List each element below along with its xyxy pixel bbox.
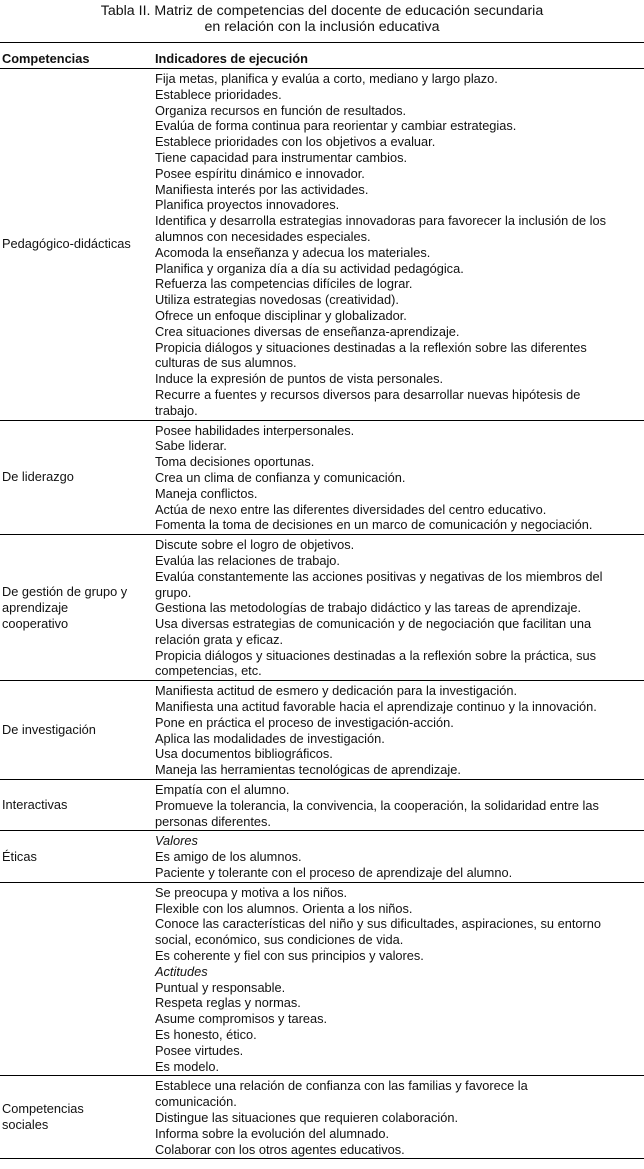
indicator-item: Refuerza las competencias difíciles de lograr. (155, 276, 413, 292)
indicator-item: Colaborar con los otros agentes educativos. (155, 1141, 405, 1157)
competencia-cell (0, 69, 155, 421)
competencia-cell (0, 831, 155, 882)
indicator-item: Posee espíritu dinámico e innovador. (155, 165, 365, 181)
indicator-item: Induce la expresión de puntos de vista personales. (155, 371, 444, 387)
table-row (0, 420, 644, 535)
indicator-item: Informa sobre la evolución del alumnado. (155, 1125, 390, 1141)
table-row (0, 780, 644, 831)
indicator-item: Propicia diálogos y situaciones destinadas a la reflexión sobre la práctica, sus competencias, etc. (155, 647, 597, 679)
header-indicadores: Indicadores de ejecución (155, 43, 644, 69)
competencia-cell (0, 681, 155, 780)
indicator-item: Organiza recursos en función de resultados. (155, 102, 407, 118)
indicator-item: Establece una relación de confianza con las familias y favorece la comunicación. (155, 1078, 528, 1110)
competencia-cell (0, 1076, 155, 1159)
indicadores-cell (155, 420, 644, 535)
indicator-item: Actúa de nexo entre las diferentes diversidades del centro educativo. (155, 501, 547, 517)
indicator-item: Usa diversas estrategias de comunicación y de negociación que facilitan una relación grata y eficaz. (155, 616, 592, 647)
indicator-item: Planifica proyectos innovadores. (155, 197, 340, 213)
table-row (0, 681, 644, 780)
indicator-item: Manifiesta actitud de esmero y dedicación para la investigación. (155, 683, 518, 699)
table-row (0, 882, 644, 1076)
indicator-item: Identifica y desarrolla estrategias innovadoras para favorecer la inclusión de los alumnos con necesidades especiales. (155, 213, 606, 244)
competencia-cell (0, 420, 155, 535)
indicator-item: Establece prioridades. (155, 86, 282, 102)
competencia-label: Competencias sociales (2, 1101, 84, 1133)
indicator-item: Gestiona las metodologías de trabajo didáctico y las tareas de aprendizaje. (155, 600, 582, 616)
competencia-label: De investigación (2, 722, 96, 738)
competencia-label: De liderazgo (2, 469, 74, 485)
indicator-item: Es honesto, ético. (155, 1027, 257, 1043)
indicator-item: Es coherente y fiel con sus principios y valores. (155, 948, 424, 964)
indicator-item: Sabe liderar. (155, 438, 227, 454)
indicator-item: Es modelo. (155, 1058, 220, 1074)
indicator-item: Fomenta la toma de decisiones en un marco de comunicación y negociación. (155, 517, 593, 533)
indicadores-cell (155, 831, 644, 882)
indicator-item: Fija metas, planifica y evalúa a corto, mediano y largo plazo. (155, 71, 498, 86)
header-row (0, 43, 644, 69)
indicator-item: Acomoda la enseñanza y adecua los materiales. (155, 244, 431, 260)
subheading: Actitudes (155, 963, 208, 979)
indicadores-cell (155, 882, 644, 1076)
indicator-item: Propicia diálogos y situaciones destinadas a la reflexión sobre las diferentes culturas de sus alumnos. (155, 339, 587, 371)
indicator-item: Empatía con el alumno. (155, 782, 290, 798)
indicator-item: Ofrece un enfoque disciplinar y globalizador. (155, 307, 407, 323)
table-row (0, 535, 644, 681)
indicator-item: Promueve la tolerancia, la convivencia, la cooperación, la solidaridad entre las personas diferentes. (155, 797, 599, 829)
competencia-cell (0, 780, 155, 831)
indicadores-cell (155, 69, 644, 421)
indicator-item: Maneja las herramientas tecnológicas de aprendizaje. (155, 762, 461, 778)
subheading: Valores (155, 833, 198, 849)
table-row (0, 69, 644, 421)
table-caption (0, 0, 644, 35)
indicator-item: Maneja conflictos. (155, 485, 258, 501)
indicator-item: Recurre a fuentes y recursos diversos para desarrollar nuevas hipótesis de trabajo. (155, 386, 581, 418)
table-row (0, 831, 644, 882)
competencia-label: De gestión de grupo y aprendizaje cooperativo (2, 583, 128, 631)
indicator-item: Distingue las situaciones que requieren colaboración. (155, 1110, 459, 1125)
table-row (0, 1076, 644, 1159)
competencia-label: Éticas (2, 848, 37, 864)
indicator-item: Toma decisiones oportunas. (155, 454, 315, 470)
indicator-item: Utiliza estrategias novedosas (creatividad). (155, 292, 399, 308)
indicadores-cell (155, 681, 644, 780)
indicator-item: Evalúa las relaciones de trabajo. (155, 552, 340, 568)
indicadores-cell (155, 1076, 644, 1159)
indicator-item: Flexible con los alumnos. Orienta a los niños. (155, 900, 413, 916)
indicator-item: Conoce las características del niño y sus dificultades, aspiraciones, su entorno social, económico, sus condiciones de vida. (155, 916, 601, 948)
indicator-item: Pone en práctica el proceso de investigación-acción. (155, 714, 454, 730)
indicator-item: Manifiesta interés por las actividades. (155, 181, 369, 197)
indicator-item: Asume compromisos y tareas. (155, 1011, 328, 1027)
indicator-item: Es amigo de los alumnos. (155, 849, 302, 865)
indicator-item: Planifica y organiza día a día su actividad pedagógica. (155, 260, 464, 276)
indicator-item: Manifiesta una actitud favorable hacia el aprendizaje continuo y la innovación. (155, 699, 597, 715)
indicator-item: Respeta reglas y normas. (155, 995, 301, 1011)
header-competencias: Competencias (0, 43, 155, 69)
indicator-item: Posee virtudes. (155, 1042, 244, 1058)
indicator-item: Crea un clima de confianza y comunicación. (155, 469, 406, 485)
indicator-item: Paciente y tolerante con el proceso de aprendizaje del alumno. (155, 865, 513, 881)
caption-line-1: Tabla II. Matriz de competencias del docente de educación secundaria (100, 3, 544, 19)
indicator-item: Establece prioridades con los objetivos a evaluar. (155, 134, 436, 150)
indicator-item: Evalúa constantemente las acciones positivas y negativas de los miembros del grupo. (155, 568, 603, 600)
indicator-item: Se preocupa y motiva a los niños. (155, 884, 348, 900)
competencia-label: Interactivas (2, 797, 68, 813)
competencia-label: Pedagógico-didácticas (2, 236, 131, 252)
indicator-item: Posee habilidades interpersonales. (155, 422, 355, 438)
indicator-item: Tiene capacidad para instrumentar cambios. (155, 149, 408, 165)
indicator-item: Crea situaciones diversas de enseñanza-aprendizaje. (155, 323, 460, 339)
competency-matrix-table (0, 42, 644, 1159)
indicator-item: Evalúa de forma continua para reorientar y cambiar estrategias. (155, 118, 517, 134)
competencia-cell (0, 882, 155, 1076)
indicator-item: Aplica las modalidades de investigación. (155, 730, 385, 746)
indicadores-cell (155, 535, 644, 681)
indicator-item: Discute sobre el logro de objetivos. (155, 537, 355, 553)
indicator-item: Usa documentos bibliográficos. (155, 746, 333, 762)
caption-line-2: en relación con la inclusión educativa (204, 19, 440, 35)
competencia-cell (0, 535, 155, 681)
indicadores-cell (155, 780, 644, 831)
indicator-item: Puntual y responsable. (155, 979, 286, 995)
